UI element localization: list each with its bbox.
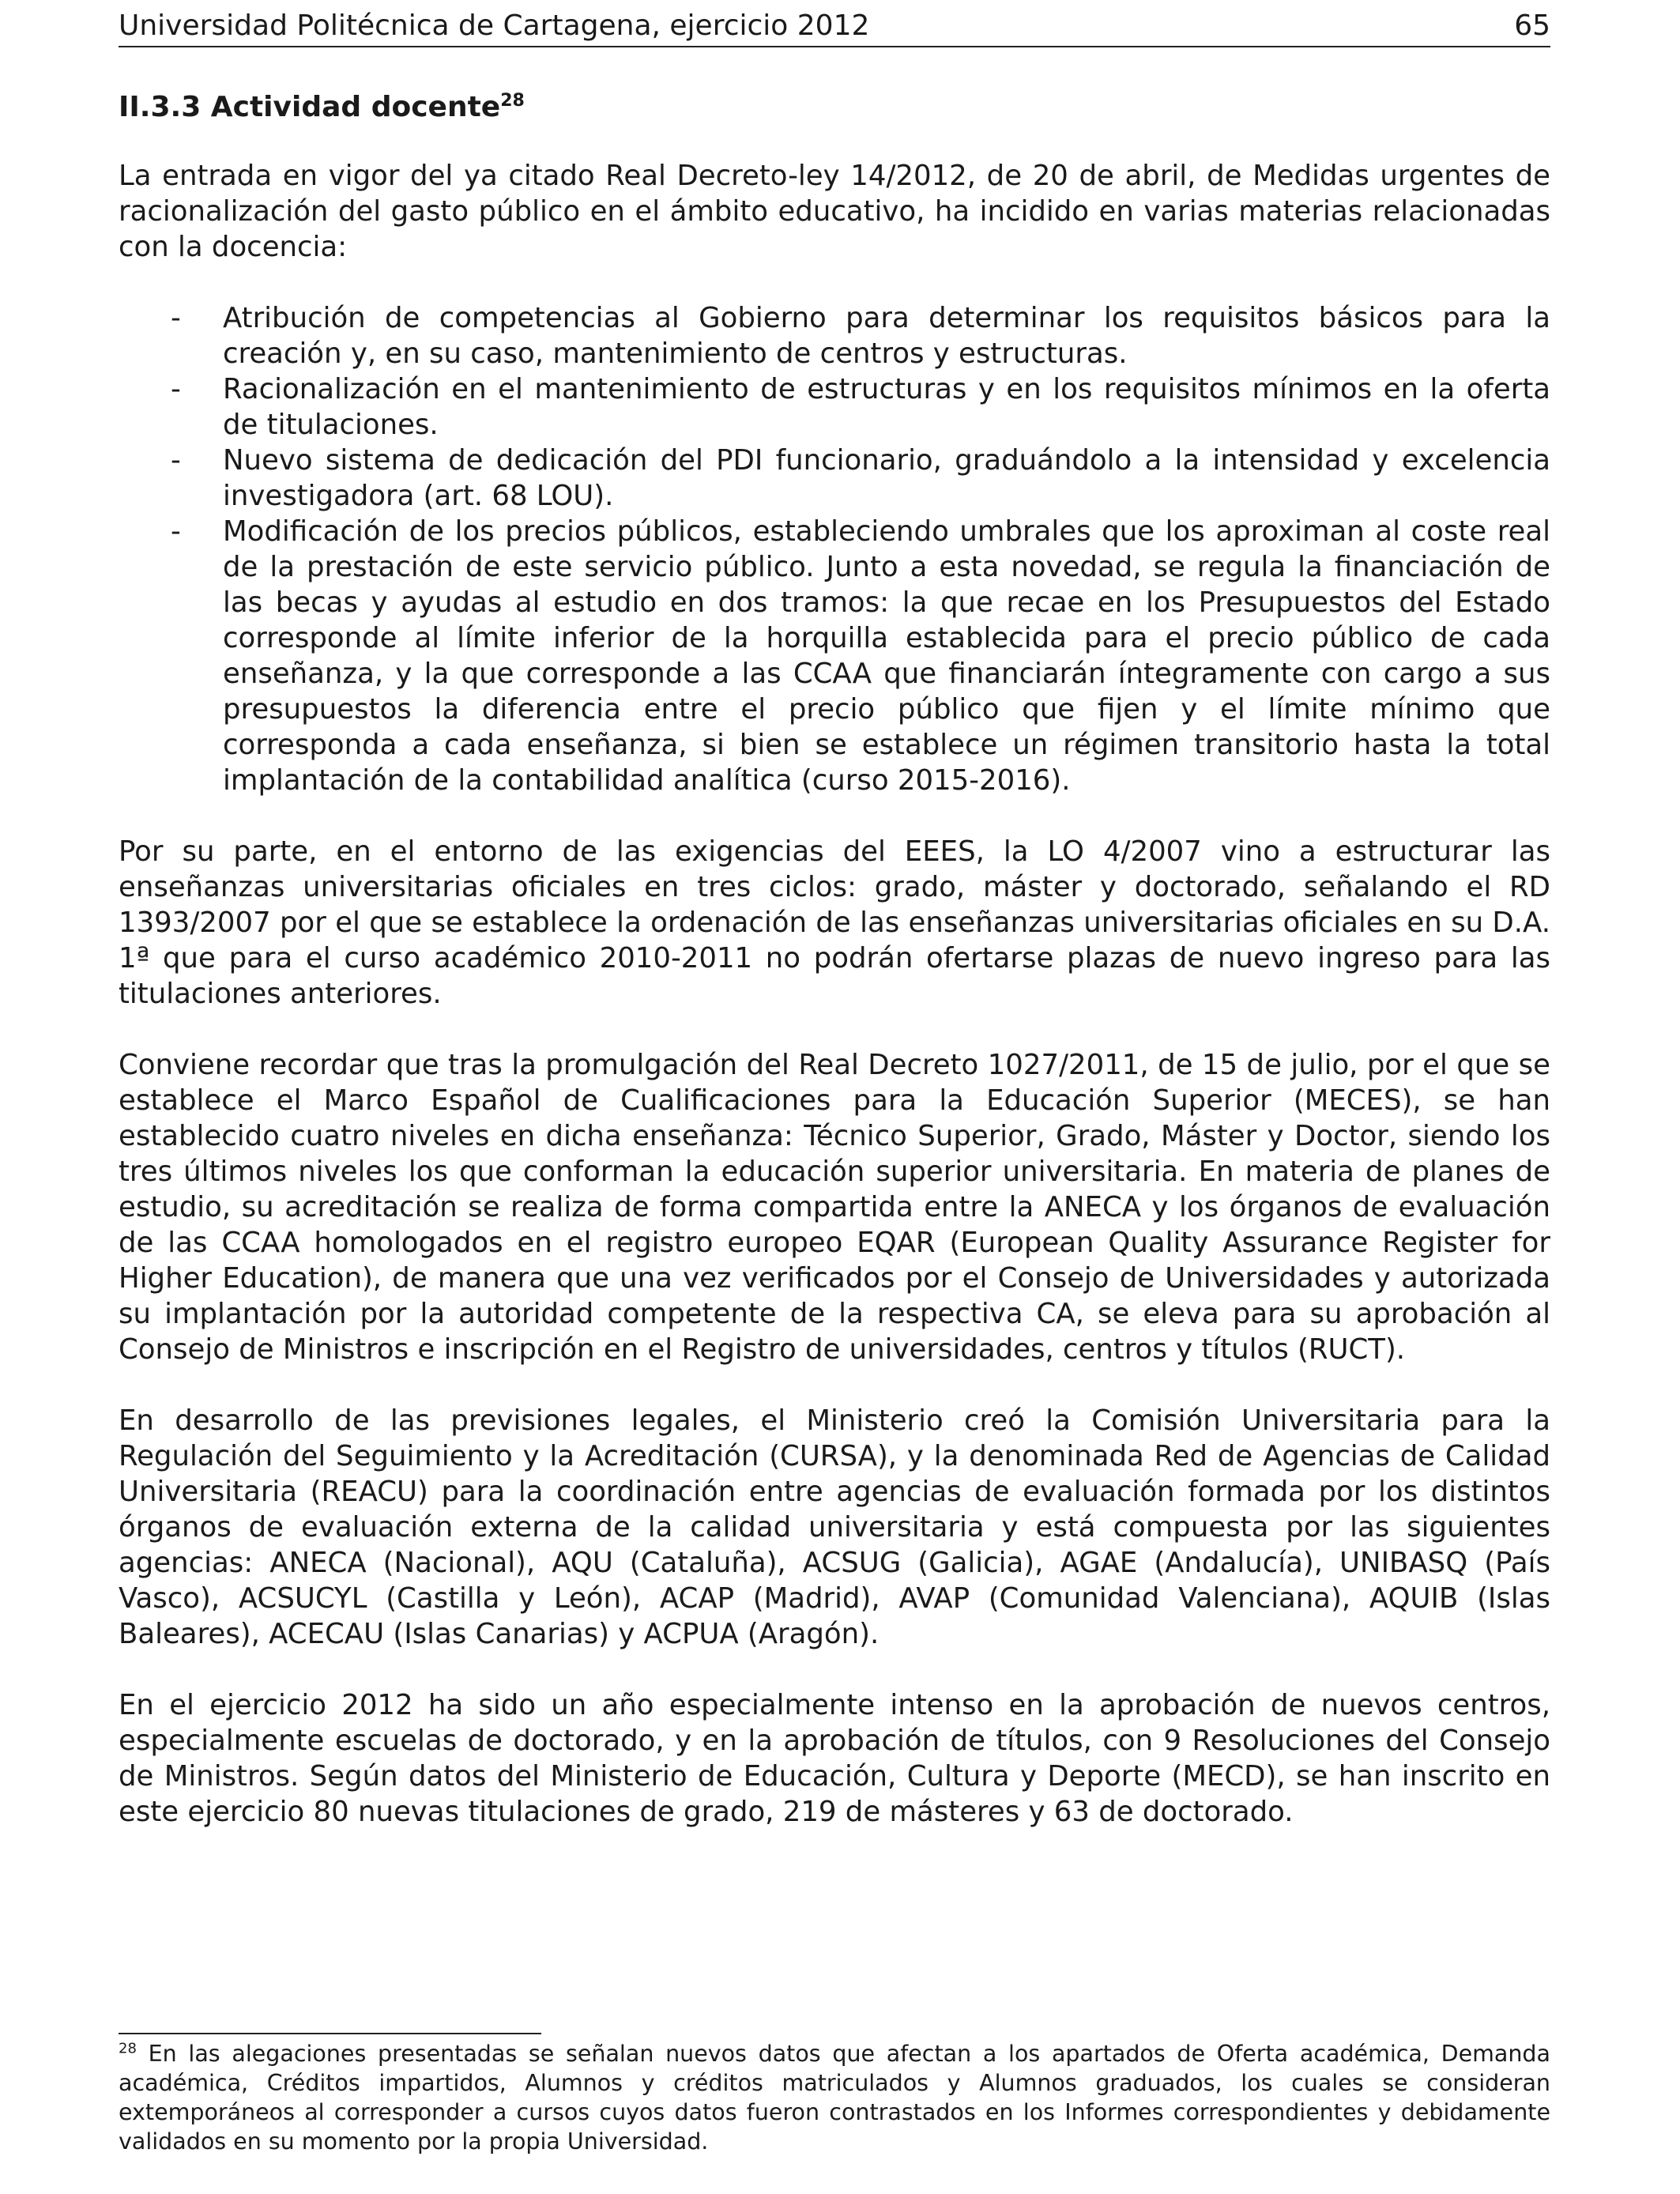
paragraph-meces: Conviene recordar que tras la promulgación del Real Decreto 1027/2011, de 15 de julio, por el que se establece el Marco Español de Cualificaciones para la Educación Superior (MECES), se han establecido cuatro niveles en dicha enseñanza: Técnico Superior, Grado, Máster y Doctor, siendo los tres últimos niveles los que conforman la educación superior universitaria. En materia de planes de estudio, su acreditación se realiza de forma compartida entre la ANECA y los órganos de evaluación de las CCAA homologados en el registro europeo EQAR (European Quality Assurance Register for Higher Education), de manera que una vez verificados por el Consejo de Universidades y autorizada su implantación por la autoridad competente de la respectiva CA, se eleva para su aprobación al Consejo de Ministros e inscripción en el Registro de universidades, centros y títulos (RUCT). <box>119 1049 1550 1366</box>
header-title: Universidad Politécnica de Cartagena, ejercicio 2012 <box>119 9 870 42</box>
bullet-marker: - <box>171 373 181 405</box>
section-heading <box>119 89 525 126</box>
footnote-number: 28 <box>119 2040 137 2057</box>
bullet-marker: - <box>171 444 181 477</box>
paragraph-intro: La entrada en vigor del ya citado Real Decreto-ley 14/2012, de 20 de abril, de Medidas urgentes de racionalización del gasto público en el ámbito educativo, ha incidido en varias materias relacionadas con la docencia: <box>119 160 1550 263</box>
paragraph-eees: Por su parte, en el entorno de las exigencias del EEES, la LO 4/2007 vino a estructurar las enseñanzas universitarias oficiales en tres ciclos: grado, máster y doctorado, señalando el RD 1393/2007 por el que se establece la ordenación de las enseñanzas universitarias oficiales en su D.A. 1ª que para el curso académico 2010-2011 no podrán ofertarse plazas de nuevo ingreso para las titulaciones anteriores. <box>119 835 1550 1010</box>
footnote-text: En las alegaciones presentadas se señalan nuevos datos que afectan a los apartados de Oferta académica, Demanda académica, Créditos impartidos, Alumnos y créditos matriculados y Alumnos graduados, los cuales se consideran extemporáneos al corresponder a cursos cuyos datos fueron contrastados en los Informes correspondientes y debidamente validados en su momento por la propia Universidad. <box>119 2041 1550 2154</box>
list-item <box>119 371 1550 443</box>
page-header <box>119 6 1550 47</box>
footnote <box>119 2039 1550 2156</box>
list-item <box>119 443 1550 514</box>
body-text <box>119 158 1550 1865</box>
paragraph-ejercicio-2012: En el ejercicio 2012 ha sido un año especialmente intenso en la aprobación de nuevos centros, especialmente escuelas de doctorado, y en la aprobación de títulos, con 9 Resoluciones del Consejo de Ministros. Según datos del Ministerio de Educación, Cultura y Deporte (MECD), se han inscrito en este ejercicio 80 nuevas titulaciones de grado, 219 de másteres y 63 de doctorado. <box>119 1689 1550 1828</box>
list-item-text: Modificación de los precios públicos, estableciendo umbrales que los aproximan al coste real de la prestación de este servicio público. Junto a esta novedad, se regula la financiación de las becas y ayudas al estudio en dos tramos: la que recae en los Presupuestos del Estado corresponde al límite inferior de la horquilla establecida para el precio público de cada enseñanza, y la que corresponde a las CCAA que financiarán íntegramente con cargo a sus presupuestos la diferencia entre el precio público que fijen y el límite mínimo que corresponda a cada enseñanza, si bien se establece un régimen transitorio hasta la total implantación de la contabilidad analítica (curso 2015-2016). <box>223 515 1550 797</box>
footnote-separator <box>119 2033 541 2034</box>
paragraph-reacu: En desarrollo de las previsiones legales, el Ministerio creó la Comisión Universitaria para la Regulación del Seguimiento y la Acreditación (CURSA), y la denominada Red de Agencias de Calidad Universitaria (REACU) para la coordinación entre agencias de evaluación formada por los distintos órganos de evaluación externa de la calidad universitaria y está compuesta por las siguientes agencias: ANECA (Nacional), AQU (Cataluña), ACSUG (Galicia), AGAE (Andalucía), UNIBASQ (País Vasco), ACSUCYL (Castilla y León), ACAP (Madrid), AVAP (Comunidad Valenciana), AQUIB (Islas Baleares), ACECAU (Islas Canarias) y ACPUA (Aragón). <box>119 1404 1550 1650</box>
list-item <box>119 300 1550 371</box>
footnote-reference[interactable]: 28 <box>500 91 525 111</box>
bullet-marker: - <box>171 515 181 548</box>
bullet-list <box>119 300 1550 798</box>
section-heading-text: II.3.3 Actividad docente <box>119 91 501 123</box>
list-item <box>119 514 1550 798</box>
list-item-text: Racionalización en el mantenimiento de estructuras y en los requisitos mínimos en la oferta de titulaciones. <box>223 373 1550 441</box>
list-item-text: Nuevo sistema de dedicación del PDI funcionario, graduándolo a la intensidad y excelencia investigadora (art. 68 LOU). <box>223 444 1550 512</box>
list-item-text: Atribución de competencias al Gobierno para determinar los requisitos básicos para la creación y, en su caso, mantenimiento de centros y estructuras. <box>223 302 1550 370</box>
page-number: 65 <box>1514 9 1550 42</box>
bullet-marker: - <box>171 302 181 334</box>
